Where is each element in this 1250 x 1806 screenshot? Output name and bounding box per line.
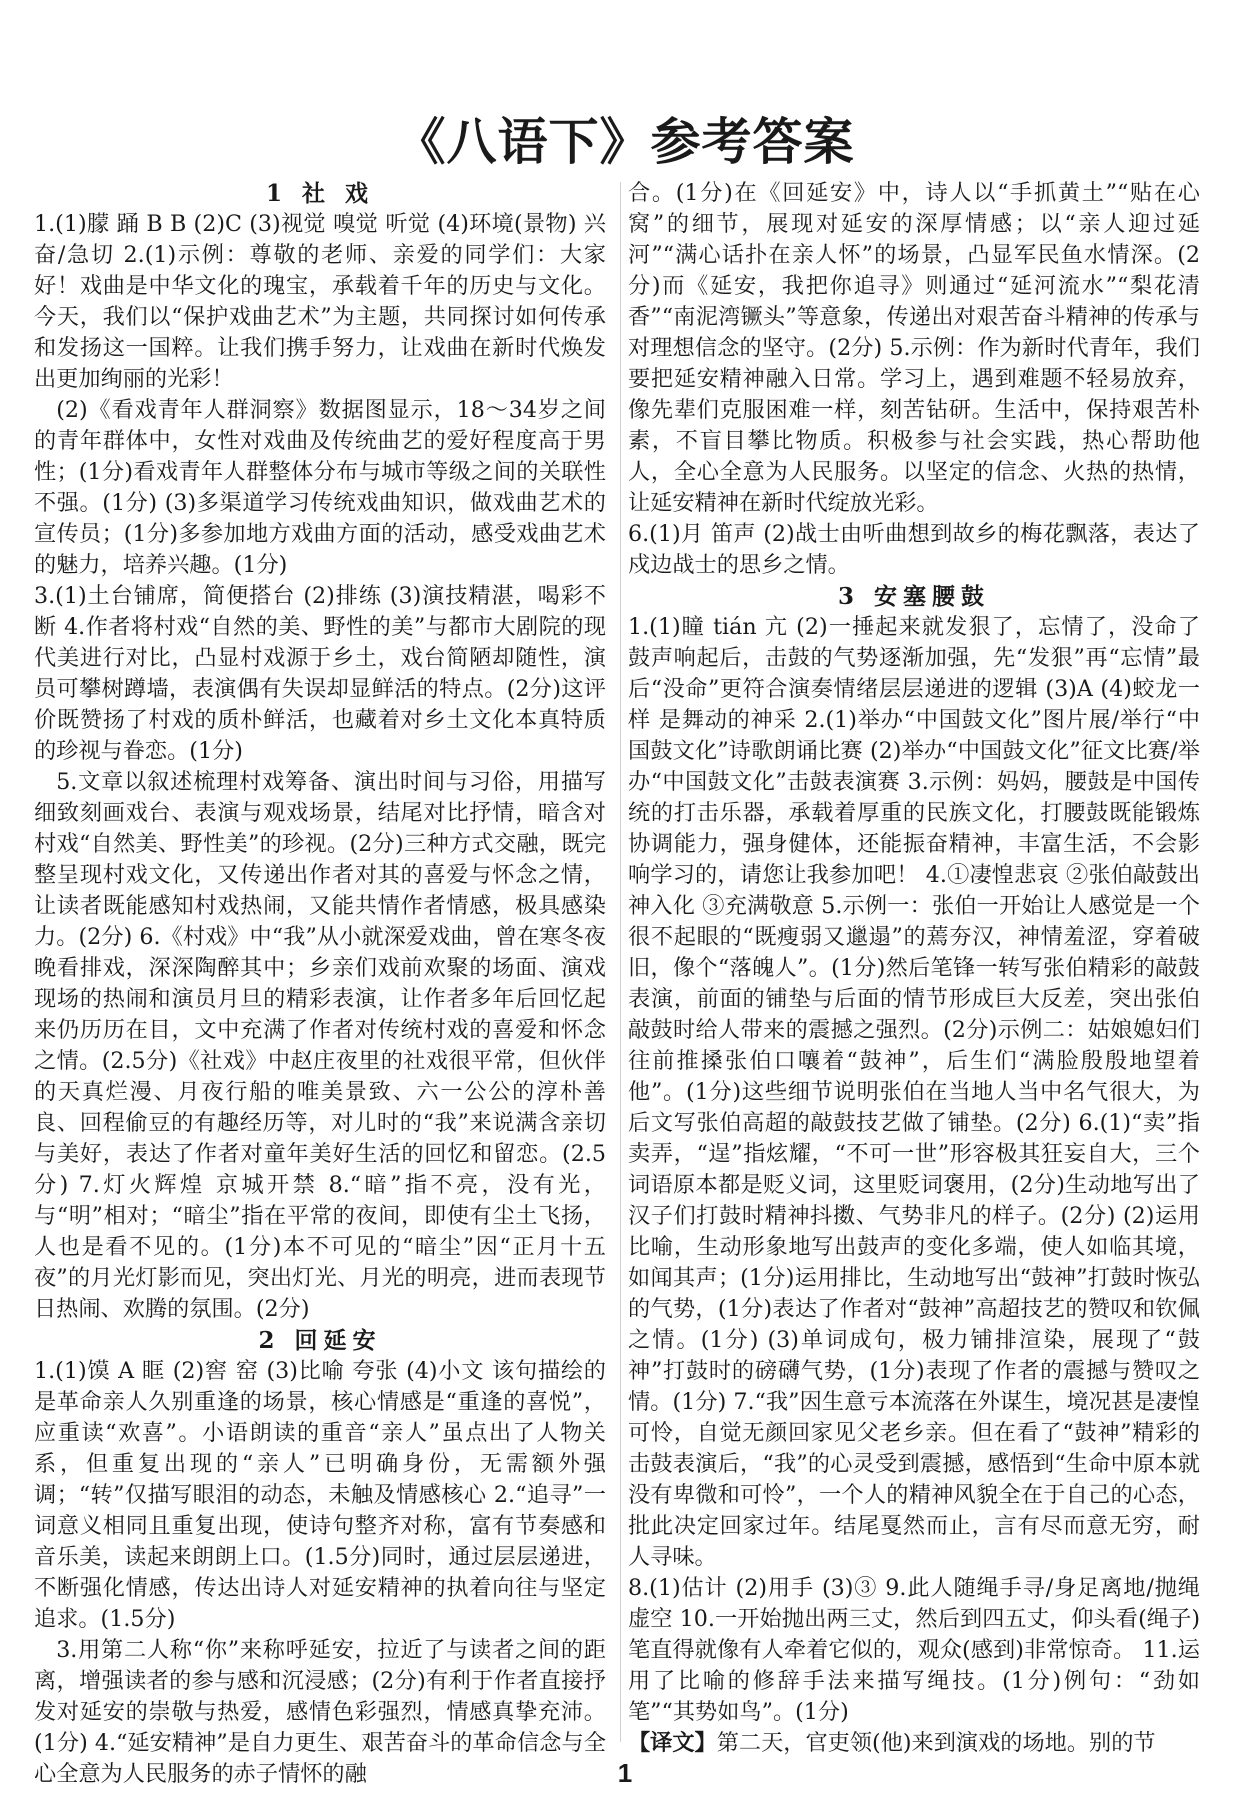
section-title-3: 3 安塞腰鼓 [837, 583, 990, 610]
answer-paragraph: 合。(1分)在《回延安》中，诗人以“手抓黄土”“贴在心窝”的细节，展现对延安的深厚情感；以“亲人迎过延河”“满心话扑在亲人怀”的场景，凸显军民鱼水情深。(2分)而《延安，我把你追寻》则通过“延河流水”“梨花清香”“南泥湾镢头”等意象，传递出对艰苦奋斗精神的传承与对理想信念的坚守。(2分) 5.示例：作为新时代青年，我们要把延安精神融入日常。学习上，遇到难题不轻易放弃，像先辈们克服困难一样，刻苦钻研。生活中，保持艰苦朴素，不盲目攀比物质。积极参与社会实践，热心帮助他人，全心全意为人民服务。以坚定的信念、火热的热情，让延安精神在新时代绽放光彩。 [628, 180, 1200, 516]
translation-label: 【译文】 [628, 1730, 717, 1756]
right-column [628, 178, 1200, 1759]
answer-paragraph: 1.(1)朦 踊 B B (2)C (3)视觉 嗅觉 听觉 (4)环境(景物) 兴奋/急切 2.(1)示例：尊敬的老师、亲爱的同学们：大家好！戏曲是中华文化的瑰宝，承载着千年的历史与文化。今天，我们以“保护戏曲艺术”为主题，共同探讨如何传承和发扬这一国粹。让我们携手努力，让戏曲在新时代焕发出更加绚丽的光彩！ [34, 211, 606, 392]
answer-paragraph: 6.(1)月 笛声 (2)战士由听曲想到故乡的梅花飘落，表达了戍边战士的思乡之情。 [628, 521, 1200, 578]
answer-paragraph: 1.(1)瞳 tián 亢 (2)一捶起来就发狠了，忘情了，没命了 鼓声响起后，击鼓的气势逐渐加强，先“发狠”再“忘情”最后“没命”更符合演奏情绪层层递进的逻辑 (3)A (4)蛟龙一样 是舞动的神采 2.(1)举办“中国鼓文化”图片展/举行“中国鼓文化”诗歌朗诵比赛 (2)举办“中国鼓文化”征文比赛/举办“中国鼓文化”击鼓表演赛 3.示例：妈妈，腰鼓是中国传统的打击乐器，承载着厚重的民族文化，打腰鼓既能锻炼协调能力，强身健体，还能振奋精神，丰富生活，不会影响学习的，请您让我参加吧！ 4.①凄惶悲哀 ②张伯敲鼓出神入化 ③充满敬意 5.示例一：张伯一开始让人感觉是一个很不起眼的“既瘦弱又邋遢”的蔫夯汉，神情羞涩，穿着破旧，像个“落魄人”。(1分)然后笔锋一转写张伯精彩的敲鼓表演，前面的铺垫与后面的情节形成巨大反差，突出张伯敲鼓时给人带来的震撼之强烈。(2分)示例二：姑娘媳妇们往前推搡张伯口嚷着“鼓神”，后生们“满脸殷殷地望着他”。(1分)这些细节说明张伯在当地人当中名气很大，为后文写张伯高超的敲鼓技艺做了铺垫。(2分) 6.(1)“卖”指卖弄，“逞”指炫耀，“不可一世”形容极其狂妄自大，三个词语原本都是贬义词，这里贬词褒用，(2分)生动地写出了汉子们打鼓时精神抖擞、气势非凡的样子。(2分) (2)运用比喻，生动形象地写出鼓声的变化多端，使人如临其境，如闻其声；(1分)运用排比，生动地写出“鼓神”打鼓时恢弘的气势，(1分)表达了作者对“鼓神”高超技艺的赞叹和钦佩之情。(1分) (3)单词成句，极力铺排渲染，展现了“鼓神”打鼓时的磅礴气势，(1分)表现了作者的震撼与赞叹之情。(1分) 7.“我”因生意亏本流落在外谋生，境况甚是凄惶可怜，自觉无颜回家见父老乡亲。但在看了“鼓神”精彩的击鼓表演后，“我”的心灵受到震撼，感悟到“生命中原本就没有卑微和可怜”，一个人的精神风貌全在于自己的心态，批此决定回家过年。结尾戛然而止，言有尽而意无穷，耐人寻味。 [628, 614, 1200, 1570]
answer-paragraph: 3.用第二人称“你”来称呼延安，拉近了与读者之间的距离，增强读者的参与感和沉浸感；(2分)有利于作者直接抒发对延安的崇敬与热爱，感情色彩强烈，情感真挚充沛。(1分) 4.“延安精神”是自力更生、艰苦奋斗的革命信念与全心全意为人民服务的赤子情怀的融 [34, 1637, 606, 1787]
page-title: 《八语下》参考答案 [395, 112, 855, 171]
page-number: 1 [617, 1758, 633, 1788]
answer-paragraph: (2)《看戏青年人群洞察》数据图显示，18～34岁之间的青年群体中，女性对戏曲及传统曲艺的爱好程度高于男性；(1分)看戏青年人群整体分布与城市等级之间的关联性不强。(1分) (3)多渠道学习传统戏曲知识，做戏曲艺术的宣传员；(1分)多参加地方戏曲方面的活动，感受戏曲艺术的魅力，培养兴趣。(1分) [34, 397, 606, 578]
answer-paragraph: 8.(1)估计 (2)用手 (3)③ 9.此人随绳手寻/身足离地/抛绳虚空 10.一开始抛出两三丈，然后到四五丈，仰头看(绳子)笔直得就像有人牵着它似的，观众(感到)非常惊奇。 11.运用了比喻的修辞手法来描写绳技。(1分)例句：“劲如笔”“其势如鸟”。(1分) [628, 1575, 1200, 1725]
left-column [34, 178, 606, 1790]
column-divider [620, 182, 621, 1742]
translation-text: 第二天，官吏领(他)来到演戏的场地。别的节 [716, 1730, 1156, 1756]
answer-paragraph: 3.(1)土台铺席，简便搭台 (2)排练 (3)演技精湛，喝彩不断 4.作者将村戏“自然的美、野性的美”与都市大剧院的现代美进行对比，凸显村戏源于乡土，戏台简陋却随性，演员可攀树蹲墙，表演偶有失误却显鲜活的特点。(2分)这评价既赞扬了村戏的质朴鲜活，也藏着对乡土文化本真特质的珍视与眷恋。(1分) [34, 583, 606, 764]
translation-paragraph [628, 1728, 1200, 1759]
answer-paragraph: 5.文章以叙述梳理村戏筹备、演出时间与习俗，用描写细致刻画戏台、表演与观戏场景，结尾对比抒情，暗含对村戏“自然美、野性美”的珍视。(2分)三种方式交融，既完整呈现村戏文化，又传递出作者对其的喜爱与怀念之情，让读者既能感知村戏热闹，又能共情作者情感，极具感染力。(2分) 6.《村戏》中“我”从小就深爱戏曲，曾在寒冬夜晚看排戏，深深陶醉其中；乡亲们戏前欢聚的场面、演戏现场的热闹和演员月旦的精彩表演，让作者多年后回忆起来仍历历在目，文中充满了作者对传统村戏的喜爱和怀念之情。(2.5分)《社戏》中赵庄夜里的社戏很平常，但伙伴的天真烂漫、月夜行船的唯美景致、六一公公的淳朴善良、回程偷豆的有趣经历等，对儿时的“我”来说满含亲切与美好，表达了作者对童年美好生活的回忆和留恋。(2.5分) 7.灯火辉煌 京城开禁 8.“暗”指不亮，没有光，与“明”相对；“暗尘”指在平常的夜间，即使有尘土飞扬，人也是看不见的。(1分)本不可见的“暗尘”因“正月十五夜”的月光灯影而见，突出灯光、月光的明亮，进而表现节日热闹、欢腾的氛围。(2分) [34, 769, 606, 1322]
answer-paragraph: 1.(1)馍 A 眶 (2)窖 窑 (3)比喻 夸张 (4)小文 该句描绘的是革命亲人久别重逢的场景，核心情感是“重逢的喜悦”，应重读“欢喜”。小语朗读的重音“亲人”虽点出了人物关系，但重复出现的“亲人”已明确身份，无需额外强调；“转”仅描写眼泪的动态，未触及情感核心 2.“追寻”一词意义相同且重复出现，使诗句整齐对称，富有节奏感和音乐美，读起来朗朗上口。(1.5分)同时，通过层层递进，不断强化情感，传达出诗人对延安精神的执着向往与坚定追求。(1.5分) [34, 1358, 606, 1632]
section-title-1: 1 社 戏 [265, 180, 375, 207]
section-title-2: 2 回延安 [258, 1327, 382, 1354]
